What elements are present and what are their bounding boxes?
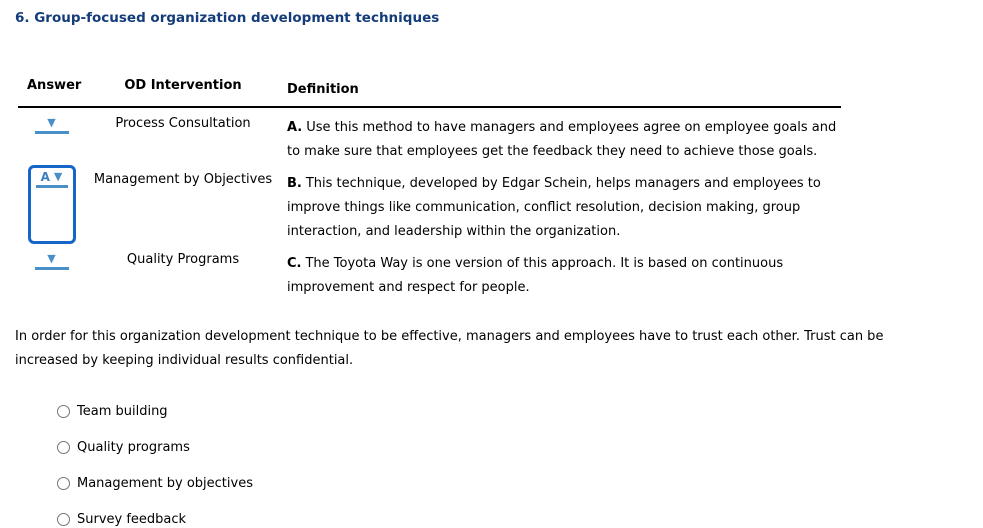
answer-dropdown-process-consultation[interactable] xyxy=(35,118,69,136)
chevron-down-icon: ▼ xyxy=(47,252,56,265)
table-row xyxy=(18,108,841,164)
od-intervention-label: Management by Objectives xyxy=(93,172,273,187)
table-header-row xyxy=(18,78,841,108)
option-label: Quality programs xyxy=(77,439,190,455)
definition-body: This technique, developed by Edgar Schein, helps managers and employees to improve things like communication, conflict resolution, decision making, group interaction, and leadership within the organization. xyxy=(287,176,821,239)
radio-button[interactable] xyxy=(57,477,70,490)
radio-button[interactable] xyxy=(57,405,70,418)
radio-button[interactable] xyxy=(57,513,70,526)
dropdown-underline xyxy=(35,131,69,134)
option-management-by-objectives[interactable] xyxy=(57,474,983,492)
answer-dropdown-management-by-objectives[interactable] xyxy=(28,165,76,244)
option-quality-programs[interactable] xyxy=(57,438,983,456)
page-title: 6. Group-focused organization development techniques xyxy=(15,10,440,26)
answer-dropdown-quality-programs[interactable] xyxy=(35,254,69,272)
chevron-down-icon: ▼ xyxy=(53,170,63,183)
dropdown-underline xyxy=(36,185,68,188)
definition-text xyxy=(281,244,841,303)
matching-table xyxy=(18,78,841,303)
definition-letter: B. xyxy=(287,176,302,191)
dropdown-underline xyxy=(35,267,69,270)
definition-letter: A. xyxy=(287,120,303,135)
question-text: In order for this organization development technique to be effective, managers and employees have to trust each other. Trust can be increased by keeping individual results confidential. xyxy=(15,329,884,368)
definition-body: The Toyota Way is one version of this approach. It is based on continuous improvement and respect for people. xyxy=(287,256,784,295)
chevron-down-icon: ▼ xyxy=(47,116,56,129)
definition-letter: C. xyxy=(287,256,302,271)
od-intervention-label: Process Consultation xyxy=(115,116,251,131)
answer-options xyxy=(57,402,983,528)
definition-body: Use this method to have managers and employees agree on employee goals and to make sure that employees get the feedback they need to achieve those goals. xyxy=(287,120,837,159)
definition-text xyxy=(281,108,841,164)
column-header-od-intervention: OD Intervention xyxy=(124,78,242,93)
column-header-definition: Definition xyxy=(287,82,359,97)
dropdown-selected-value: A xyxy=(40,170,50,184)
table-row xyxy=(18,164,841,244)
od-intervention-label: Quality Programs xyxy=(126,252,240,267)
option-label: Survey feedback xyxy=(77,511,187,527)
definition-text xyxy=(281,164,841,244)
option-survey-feedback[interactable] xyxy=(57,510,983,528)
table-row xyxy=(18,244,841,303)
option-team-building[interactable] xyxy=(57,402,983,420)
option-label: Team building xyxy=(77,403,168,419)
column-header-answer: Answer xyxy=(27,78,82,93)
radio-button[interactable] xyxy=(57,441,70,454)
option-label: Management by objectives xyxy=(77,475,253,491)
